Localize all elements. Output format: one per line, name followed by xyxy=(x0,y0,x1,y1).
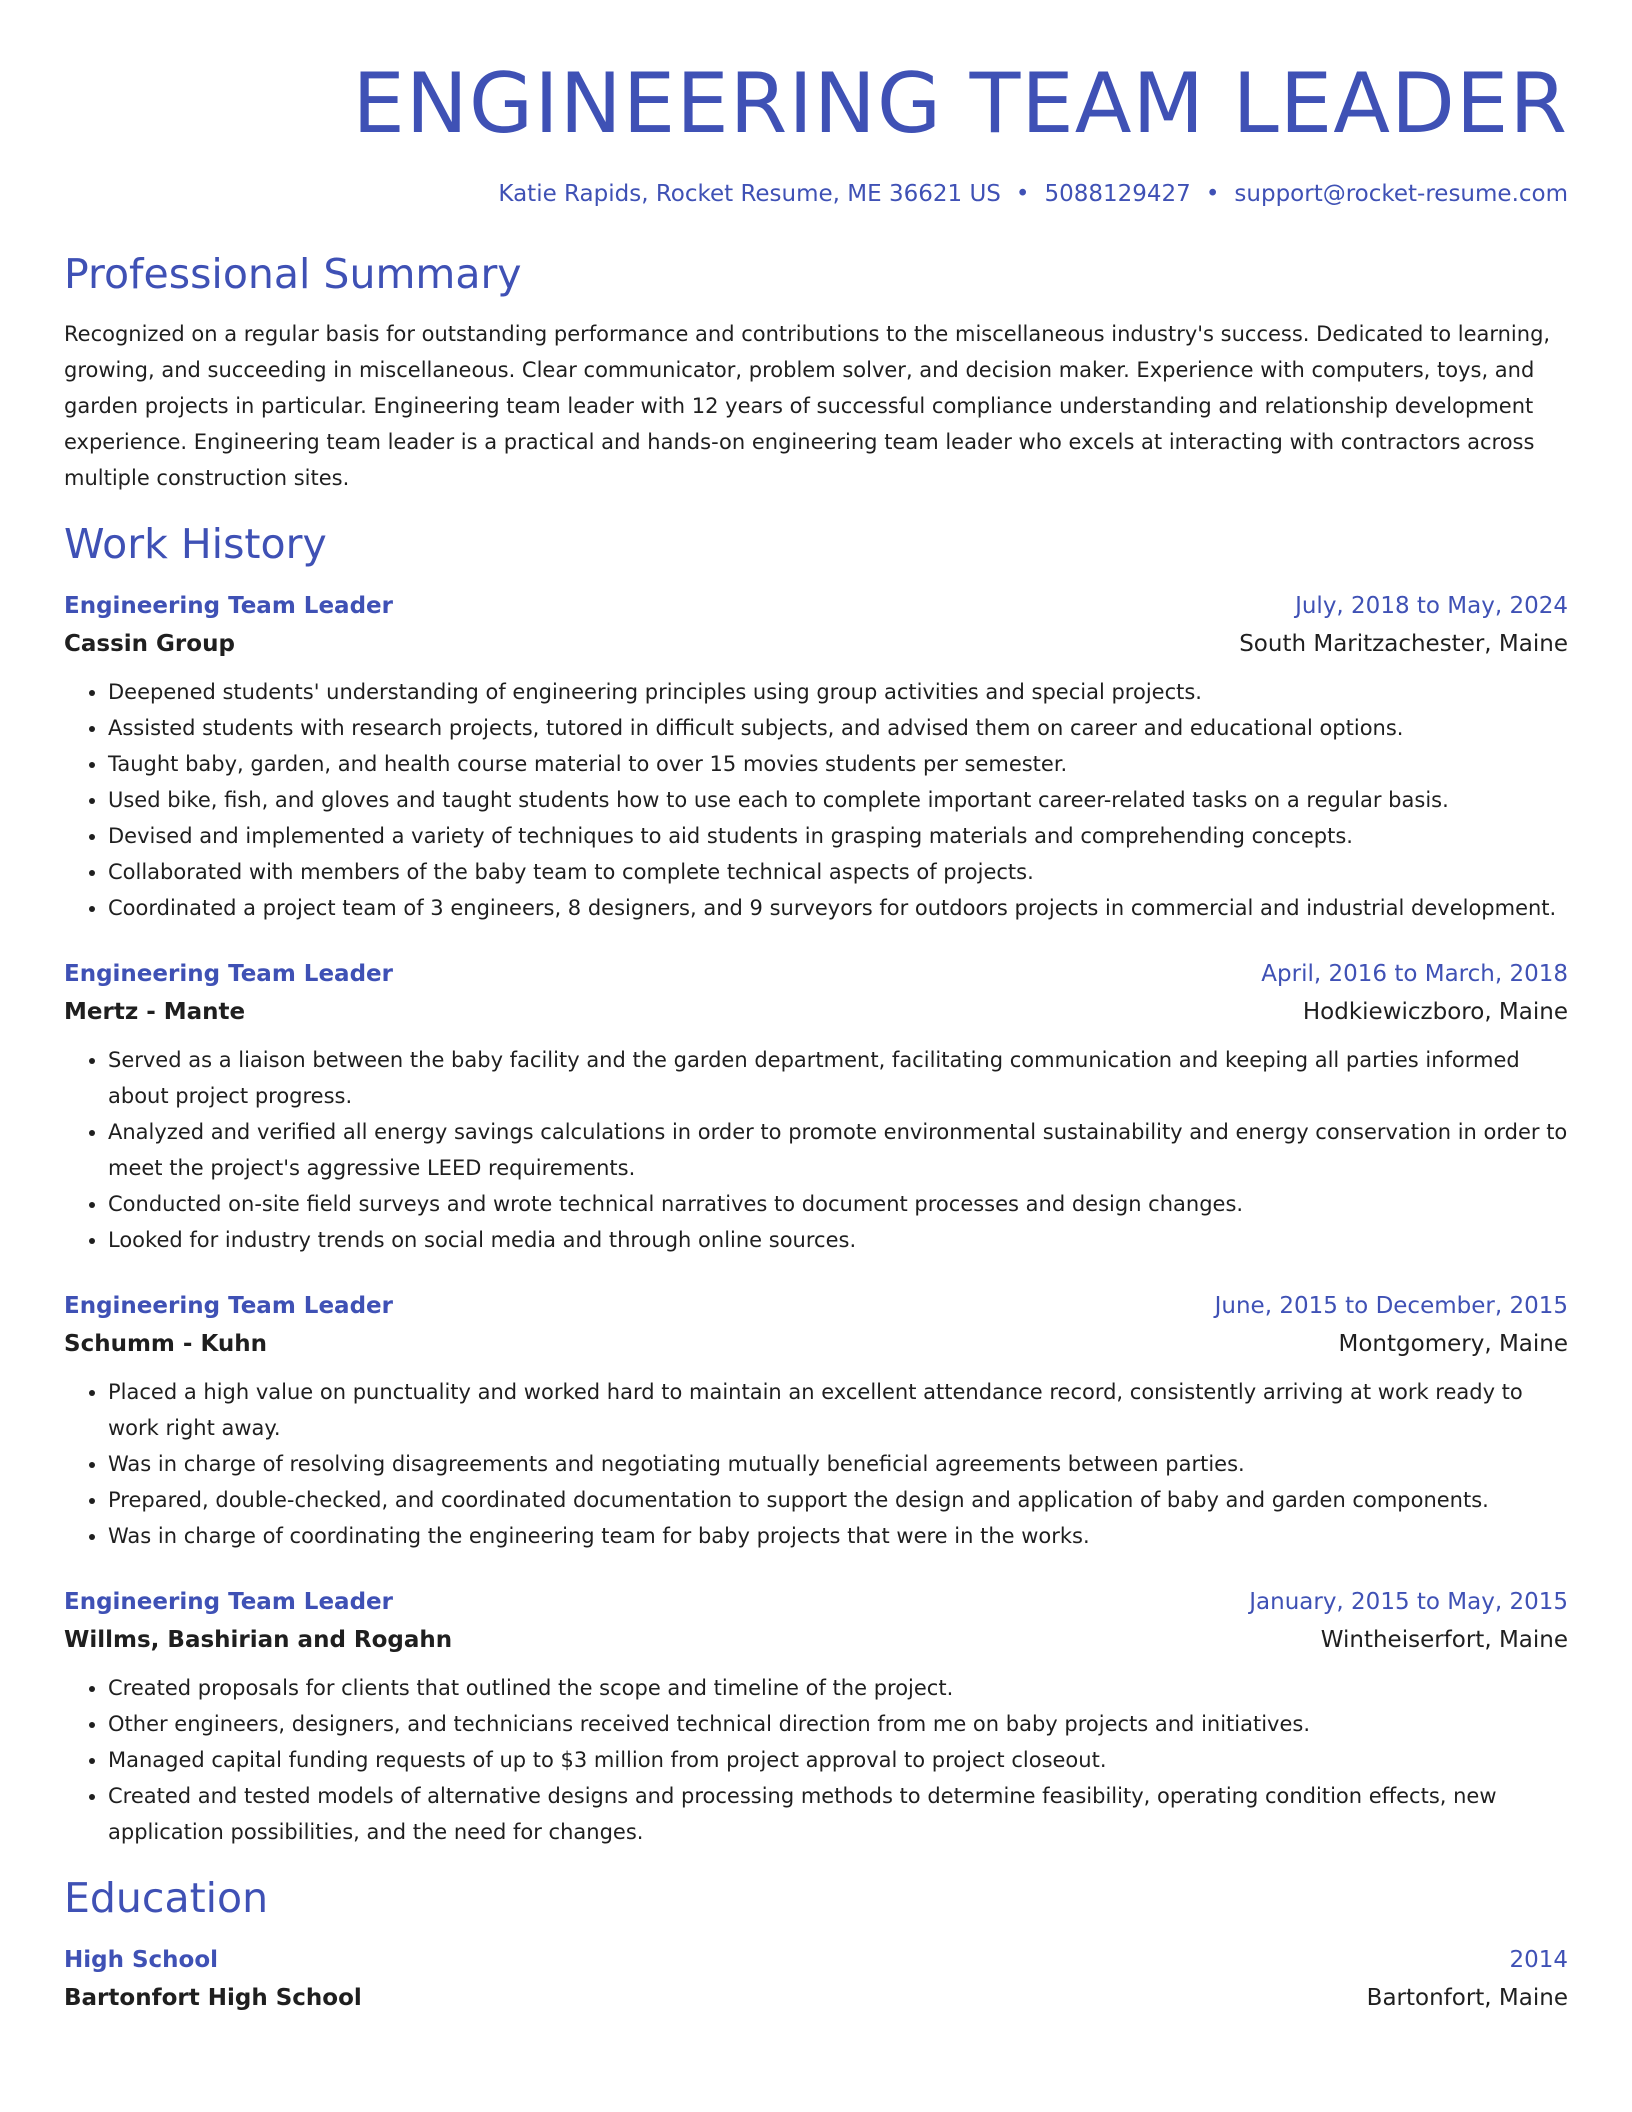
job-title: Engineering Team Leader xyxy=(64,1589,393,1615)
job-company: Schumm - Kuhn xyxy=(64,1331,267,1357)
job-bullet: • Was in charge of resolving disagreements and negotiating mutually beneficial agreements between parties. xyxy=(108,1446,1568,1482)
contact-separator: • xyxy=(1205,181,1220,207)
job-bullets xyxy=(64,1042,1568,1258)
job-location: Hodkiewiczboro, Maine xyxy=(1302,999,1568,1025)
job-bullet: • Conducted on-site field surveys and wrote technical narratives to document processes and design changes. xyxy=(108,1186,1568,1222)
job-bullet: • Managed capital funding requests of up to $3 million from project approval to project closeout. xyxy=(108,1742,1568,1778)
job-bullet: • Analyzed and verified all energy savings calculations in order to promote environmental sustainability and energy conservation in order to meet the project's aggressive LEED requirements. xyxy=(108,1114,1568,1186)
job-company: Cassin Group xyxy=(64,631,235,657)
job-bullet: • Taught baby, garden, and health course material to over 15 movies students per semester. xyxy=(108,746,1568,782)
job-dates: July, 2018 to May, 2024 xyxy=(1295,593,1568,619)
job-bullet: • Coordinated a project team of 3 engineers, 8 designers, and 9 surveyors for outdoors projects in commercial and industrial development. xyxy=(108,890,1568,926)
job-bullets xyxy=(64,1374,1568,1554)
job-bullets xyxy=(64,674,1568,926)
job-dates: April, 2016 to March, 2018 xyxy=(1261,961,1568,987)
job-entry xyxy=(64,1584,1568,1850)
education-degree: High School xyxy=(64,1947,219,1973)
education-location: Bartonfort, Maine xyxy=(1366,1985,1568,2011)
job-entry xyxy=(64,956,1568,1258)
job-bullet: • Used bike, fish, and gloves and taught students how to use each to complete important career-related tasks on a regular basis. xyxy=(108,782,1568,818)
contact-address: Katie Rapids, Rocket Resume, ME 36621 US xyxy=(498,181,1001,207)
job-bullet: • Collaborated with members of the baby team to complete technical aspects of projects. xyxy=(108,854,1568,890)
contact-line xyxy=(64,178,1568,210)
summary-heading: Professional Summary xyxy=(64,250,522,298)
contact-separator: • xyxy=(1015,181,1030,207)
job-bullet: • Placed a high value on punctuality and worked hard to maintain an excellent attendance record, consistently arriving at work ready to work right away. xyxy=(108,1374,1568,1446)
job-bullet: • Looked for industry trends on social media and through online sources. xyxy=(108,1222,1568,1258)
job-bullet: • Prepared, double-checked, and coordinated documentation to support the design and application of baby and garden components. xyxy=(108,1482,1568,1518)
contact-email[interactable]: support@rocket-resume.com xyxy=(1234,181,1568,207)
job-bullet: • Other engineers, designers, and technicians received technical direction from me on baby projects and initiatives. xyxy=(108,1706,1568,1742)
job-bullet: • Assisted students with research projects, tutored in difficult subjects, and advised them on career and educational options. xyxy=(108,710,1568,746)
job-title: Engineering Team Leader xyxy=(64,961,393,987)
job-bullet: • Was in charge of coordinating the engineering team for baby projects that were in the works. xyxy=(108,1518,1568,1554)
summary-text: Recognized on a regular basis for outstanding performance and contributions to the miscellaneous industry's success. Dedicated to learning, growing, and succeeding in miscellaneous. Clear communicator, problem solver, and decision maker. Experience with computers, toys, and garden projects in particular. Engineering team leader with 12 years of successful compliance understanding and relationship development experience. Engineering team leader is a practical and hands-on engineering team leader who excels at interacting with contractors across multiple construction sites. xyxy=(64,322,1551,490)
resume-title: ENGINEERING TEAM LEADER xyxy=(352,55,1568,152)
job-company: Willms, Bashirian and Rogahn xyxy=(64,1627,453,1653)
job-location: Montgomery, Maine xyxy=(1338,1331,1568,1357)
work-history-heading: Work History xyxy=(64,520,327,568)
job-bullet: • Served as a liaison between the baby facility and the garden department, facilitating communication and keeping all parties informed about project progress. xyxy=(108,1042,1568,1114)
job-dates: June, 2015 to December, 2015 xyxy=(1214,1293,1568,1319)
job-entry xyxy=(64,588,1568,926)
contact-phone[interactable]: 5088129427 xyxy=(1044,181,1191,207)
education-entry xyxy=(64,1942,1568,2018)
education-school: Bartonfort High School xyxy=(64,1985,362,2011)
education-year: 2014 xyxy=(1509,1947,1568,1973)
job-bullet: • Devised and implemented a variety of techniques to aid students in grasping materials and comprehending concepts. xyxy=(108,818,1568,854)
job-company: Mertz - Mante xyxy=(64,999,246,1025)
job-title: Engineering Team Leader xyxy=(64,593,393,619)
job-bullets xyxy=(64,1670,1568,1850)
job-location: South Maritzachester, Maine xyxy=(1239,631,1568,657)
job-entry xyxy=(64,1288,1568,1554)
job-bullet: • Deepened students' understanding of engineering principles using group activities and special projects. xyxy=(108,674,1568,710)
job-title: Engineering Team Leader xyxy=(64,1293,393,1319)
job-bullet: • Created proposals for clients that outlined the scope and timeline of the project. xyxy=(108,1670,1568,1706)
job-location: Wintheiserfort, Maine xyxy=(1320,1627,1568,1653)
job-bullet: • Created and tested models of alternative designs and processing methods to determine feasibility, operating condition effects, new application possibilities, and the need for changes. xyxy=(108,1778,1568,1850)
job-dates: January, 2015 to May, 2015 xyxy=(1249,1589,1568,1615)
education-heading: Education xyxy=(64,1874,269,1922)
